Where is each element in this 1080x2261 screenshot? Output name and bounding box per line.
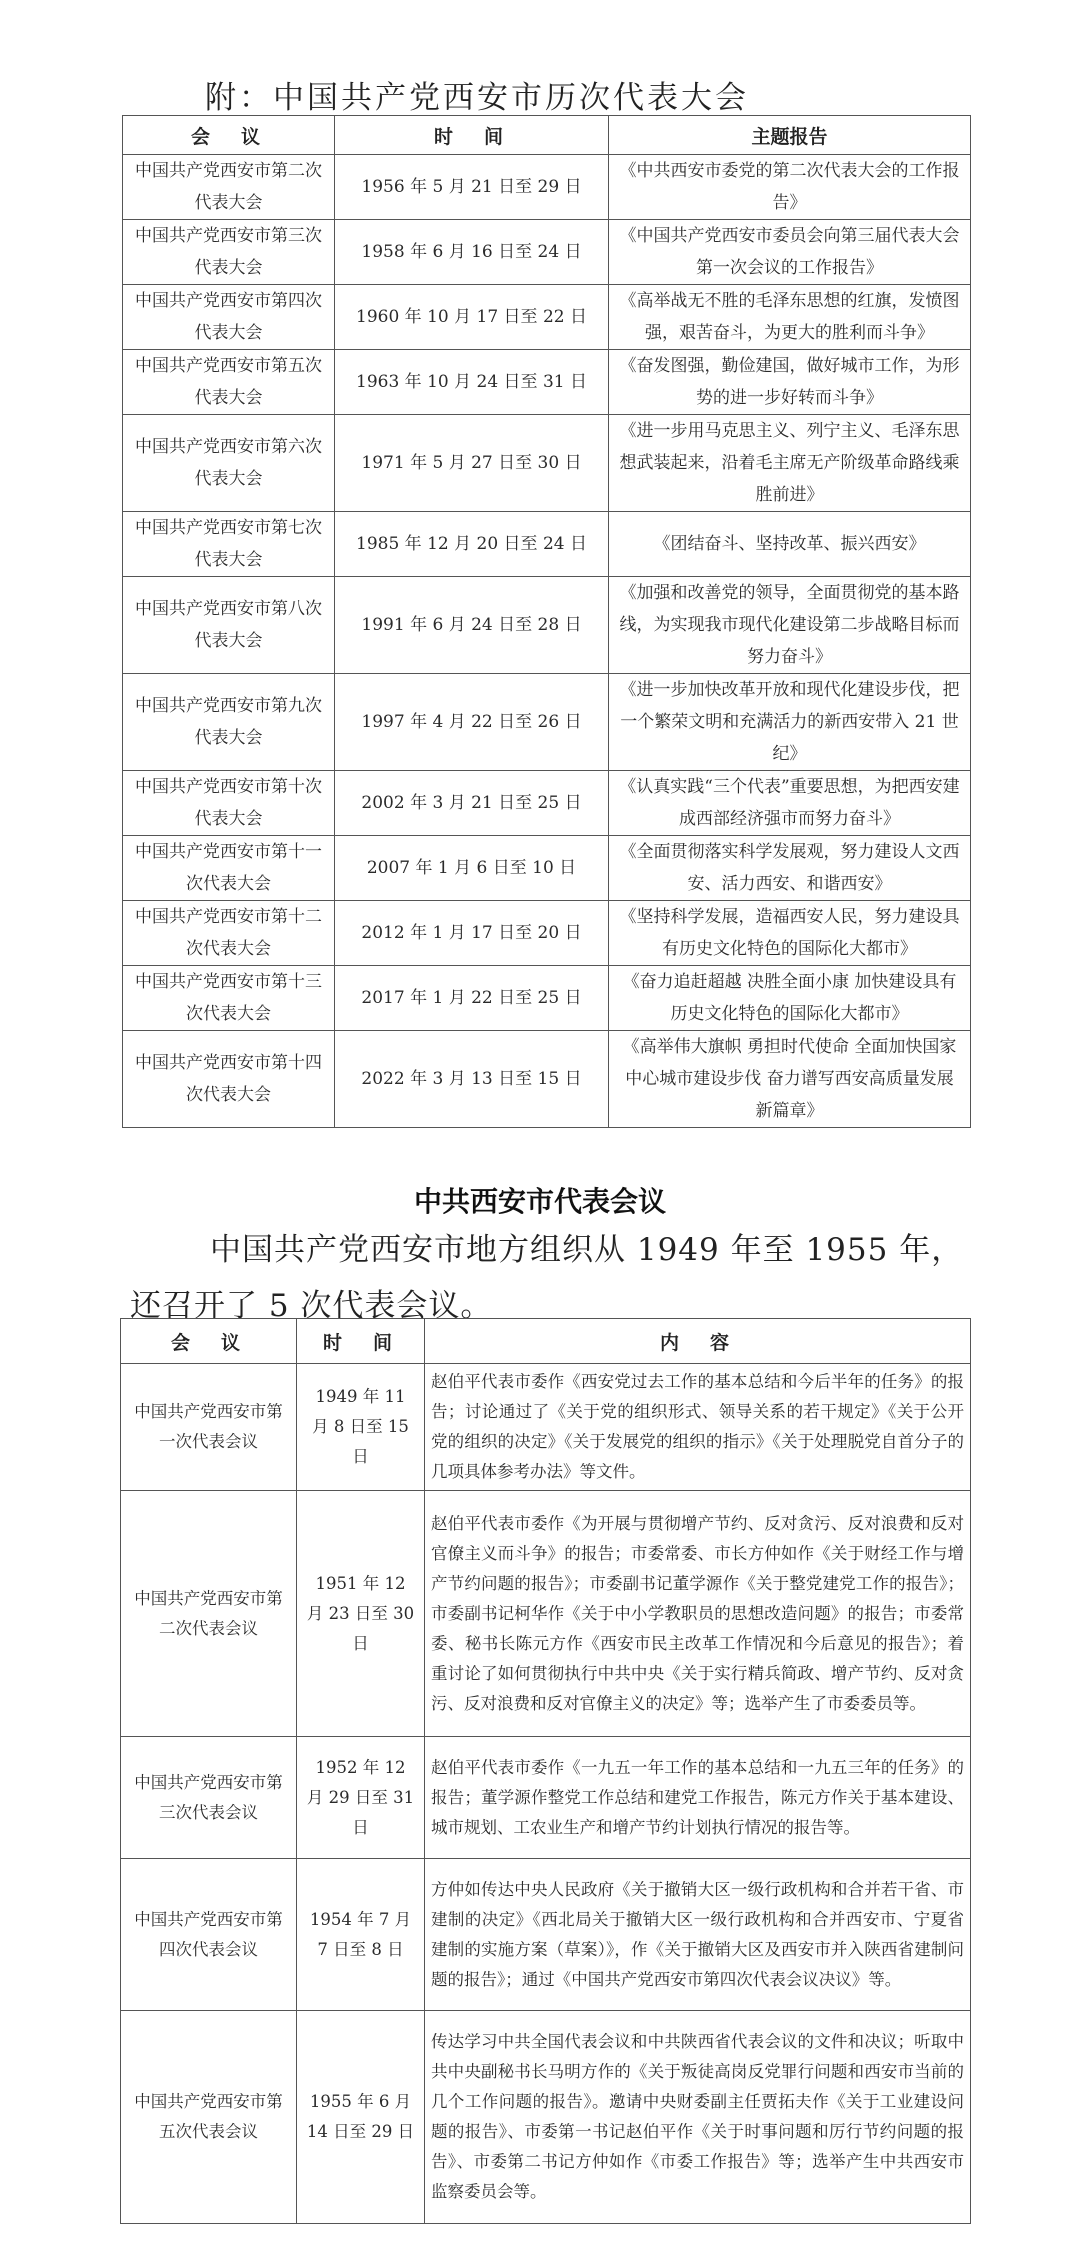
conference-time: 1949 年 11 月 8 日至 15 日 xyxy=(297,1364,425,1491)
conference-table-body xyxy=(121,1364,971,2224)
table-row xyxy=(123,285,971,350)
congress-name: 中国共产党西安市第十次代表大会 xyxy=(123,771,335,836)
congress-time: 2017 年 1 月 22 日至 25 日 xyxy=(335,966,609,1031)
table-row xyxy=(123,836,971,901)
table-row xyxy=(123,674,971,771)
congress-time: 1991 年 6 月 24 日至 28 日 xyxy=(335,577,609,674)
conference-content: 赵伯平代表市委作《一九五一年工作的基本总结和一九五三年的任务》的报告；董学源作整党工作总结和建党工作报告，陈元方作关于基本建设、城市规划、工农业生产和增产节约计划执行情况的报告等。 xyxy=(425,1737,971,1859)
congress-name: 中国共产党西安市第三次代表大会 xyxy=(123,220,335,285)
congress-report: 《高举战无不胜的毛泽东思想的红旗，发愤图强，艰苦奋斗，为更大的胜利而斗争》 xyxy=(609,285,971,350)
section-title: 中共西安市代表会议 xyxy=(413,1185,666,1218)
table-row xyxy=(121,1737,971,1859)
congress-name: 中国共产党西安市第九次代表大会 xyxy=(123,674,335,771)
congress-name: 中国共产党西安市第二次代表大会 xyxy=(123,155,335,220)
table-row xyxy=(121,2011,971,2224)
congress-name: 中国共产党西安市第十四次代表大会 xyxy=(123,1031,335,1128)
congress-table-header xyxy=(123,116,971,155)
table-row xyxy=(123,771,971,836)
congress-table-body xyxy=(123,155,971,1128)
congress-time: 2002 年 3 月 21 日至 25 日 xyxy=(335,771,609,836)
table-row xyxy=(123,512,971,577)
table-row xyxy=(123,350,971,415)
congress-time: 2007 年 1 月 6 日至 10 日 xyxy=(335,836,609,901)
conference-name: 中国共产党西安市第五次代表会议 xyxy=(121,2011,297,2224)
congress-time: 1958 年 6 月 16 日至 24 日 xyxy=(335,220,609,285)
congress-report: 《加强和改善党的领导，全面贯彻党的基本路线，为实现我市现代化建设第二步战略目标而努力奋斗》 xyxy=(609,577,971,674)
congress-time: 1997 年 4 月 22 日至 26 日 xyxy=(335,674,609,771)
conference-content: 赵伯平代表市委作《西安党过去工作的基本总结和今后半年的任务》的报告；讨论通过了《关于党的组织形式、领导关系的若干规定》《关于公开党的组织的决定》《关于发展党的组织的指示》《关于处理脱党自首分子的几项具体参考办法》等文件。 xyxy=(425,1364,971,1491)
congress-name: 中国共产党西安市第十一次代表大会 xyxy=(123,836,335,901)
table-row xyxy=(123,1031,971,1128)
conference-table xyxy=(120,1318,971,2224)
congress-report: 《进一步用马克思主义、列宁主义、毛泽东思想武装起来，沿着毛主席无产阶级革命路线乘胜前进》 xyxy=(609,415,971,512)
table-row xyxy=(123,901,971,966)
congress-report: 《中共西安市委党的第二次代表大会的工作报告》 xyxy=(609,155,971,220)
table-row xyxy=(123,966,971,1031)
conference-name: 中国共产党西安市第二次代表会议 xyxy=(121,1491,297,1737)
congress-time: 1963 年 10 月 24 日至 31 日 xyxy=(335,350,609,415)
congress-table xyxy=(122,115,971,1128)
congress-name: 中国共产党西安市第七次代表大会 xyxy=(123,512,335,577)
conference-content: 方仲如传达中央人民政府《关于撤销大区一级行政机构和合并若干省、市建制的决定》《西北局关于撤销大区一级行政机构和合并西安市、宁夏省建制的实施方案（草案）》，作《关于撤销大区及西安市并入陕西省建制问题的报告》；通过《中国共产党西安市第四次代表会议决议》等。 xyxy=(425,1859,971,2011)
congress-report: 《中国共产党西安市委员会向第三届代表大会第一次会议的工作报告》 xyxy=(609,220,971,285)
conference-time: 1955 年 6 月 14 日至 29 日 xyxy=(297,2011,425,2224)
conference-content: 赵伯平代表市委作《为开展与贯彻增产节约、反对贪污、反对浪费和反对官僚主义而斗争》的报告；市委常委、市长方仲如作《关于财经工作与增产节约问题的报告》；市委副书记董学源作《关于整党建党工作的报告》；市委副书记柯华作《关于中小学教职员的思想改造问题》的报告；市委常委、秘书长陈元方作《西安市民主改革工作情况和今后意见的报告》；着重讨论了如何贯彻执行中共中央《关于实行精兵简政、增产节约、反对贪污、反对浪费和反对官僚主义的决定》等；选举产生了市委委员等。 xyxy=(425,1491,971,1737)
congress-report: 《奋发图强，勤俭建国，做好城市工作，为形势的进一步好转而斗争》 xyxy=(609,350,971,415)
header-meeting: 会 议 xyxy=(121,1319,297,1364)
congress-time: 2012 年 1 月 17 日至 20 日 xyxy=(335,901,609,966)
table-row xyxy=(121,1859,971,2011)
header-time: 时 间 xyxy=(297,1319,425,1364)
appendix-heading: 附：中国共产党西安市历次代表大会 xyxy=(205,80,749,116)
conference-name: 中国共产党西安市第三次代表会议 xyxy=(121,1737,297,1859)
table-row xyxy=(121,1491,971,1737)
congress-name: 中国共产党西安市第八次代表大会 xyxy=(123,577,335,674)
table-row xyxy=(123,155,971,220)
header-content: 内 容 xyxy=(425,1319,971,1364)
conference-name: 中国共产党西安市第一次代表会议 xyxy=(121,1364,297,1491)
congress-time: 1971 年 5 月 27 日至 30 日 xyxy=(335,415,609,512)
congress-time: 1985 年 12 月 20 日至 24 日 xyxy=(335,512,609,577)
congress-name: 中国共产党西安市第十三次代表大会 xyxy=(123,966,335,1031)
congress-report: 《团结奋斗、坚持改革、振兴西安》 xyxy=(609,512,971,577)
congress-report: 《全面贯彻落实科学发展观，努力建设人文西安、活力西安、和谐西安》 xyxy=(609,836,971,901)
congress-name: 中国共产党西安市第四次代表大会 xyxy=(123,285,335,350)
congress-report: 《进一步加快改革开放和现代化建设步伐，把一个繁荣文明和充满活力的新西安带入 21 世纪》 xyxy=(609,674,971,771)
congress-report: 《坚持科学发展，造福西安人民，努力建设具有历史文化特色的国际化大都市》 xyxy=(609,901,971,966)
conference-time: 1952 年 12 月 29 日至 31 日 xyxy=(297,1737,425,1859)
header-time: 时 间 xyxy=(335,116,609,155)
conference-time: 1951 年 12 月 23 日至 30 日 xyxy=(297,1491,425,1737)
table-row xyxy=(123,220,971,285)
conference-content: 传达学习中共全国代表会议和中共陕西省代表会议的文件和决议；听取中共中央副秘书长马明方作的《关于叛徒高岗反党罪行问题和西安市当前的几个工作问题的报告》。邀请中央财委副主任贾拓夫作《关于工业建设问题的报告》、市委第一书记赵伯平作《关于时事问题和厉行节约问题的报告》、市委第二书记方仲如作《市委工作报告》等；选举产生中共西安市监察委员会等。 xyxy=(425,2011,971,2224)
congress-report: 《高举伟大旗帜 勇担时代使命 全面加快国家中心城市建设步伐 奋力谱写西安高质量发展新篇章》 xyxy=(609,1031,971,1128)
congress-time: 1956 年 5 月 21 日至 29 日 xyxy=(335,155,609,220)
table-row xyxy=(123,415,971,512)
congress-report: 《奋力追赶超越 决胜全面小康 加快建设具有历史文化特色的国际化大都市》 xyxy=(609,966,971,1031)
table-row xyxy=(123,577,971,674)
congress-name: 中国共产党西安市第十二次代表大会 xyxy=(123,901,335,966)
table-row xyxy=(121,1364,971,1491)
congress-time: 2022 年 3 月 13 日至 15 日 xyxy=(335,1031,609,1128)
congress-time: 1960 年 10 月 17 日至 22 日 xyxy=(335,285,609,350)
congress-name: 中国共产党西安市第六次代表大会 xyxy=(123,415,335,512)
congress-name: 中国共产党西安市第五次代表大会 xyxy=(123,350,335,415)
header-meeting: 会 议 xyxy=(123,116,335,155)
conference-table-header xyxy=(121,1319,971,1364)
intro-paragraph: 中国共产党西安市地方组织从 1949 年至 1955 年，还召开了 5 次代表会议。 xyxy=(130,1232,964,1324)
conference-name: 中国共产党西安市第四次代表会议 xyxy=(121,1859,297,2011)
conference-time: 1954 年 7 月 7 日至 8 日 xyxy=(297,1859,425,2011)
congress-report: 《认真实践“三个代表”重要思想，为把西安建成西部经济强市而努力奋斗》 xyxy=(609,771,971,836)
header-report: 主题报告 xyxy=(609,116,971,155)
